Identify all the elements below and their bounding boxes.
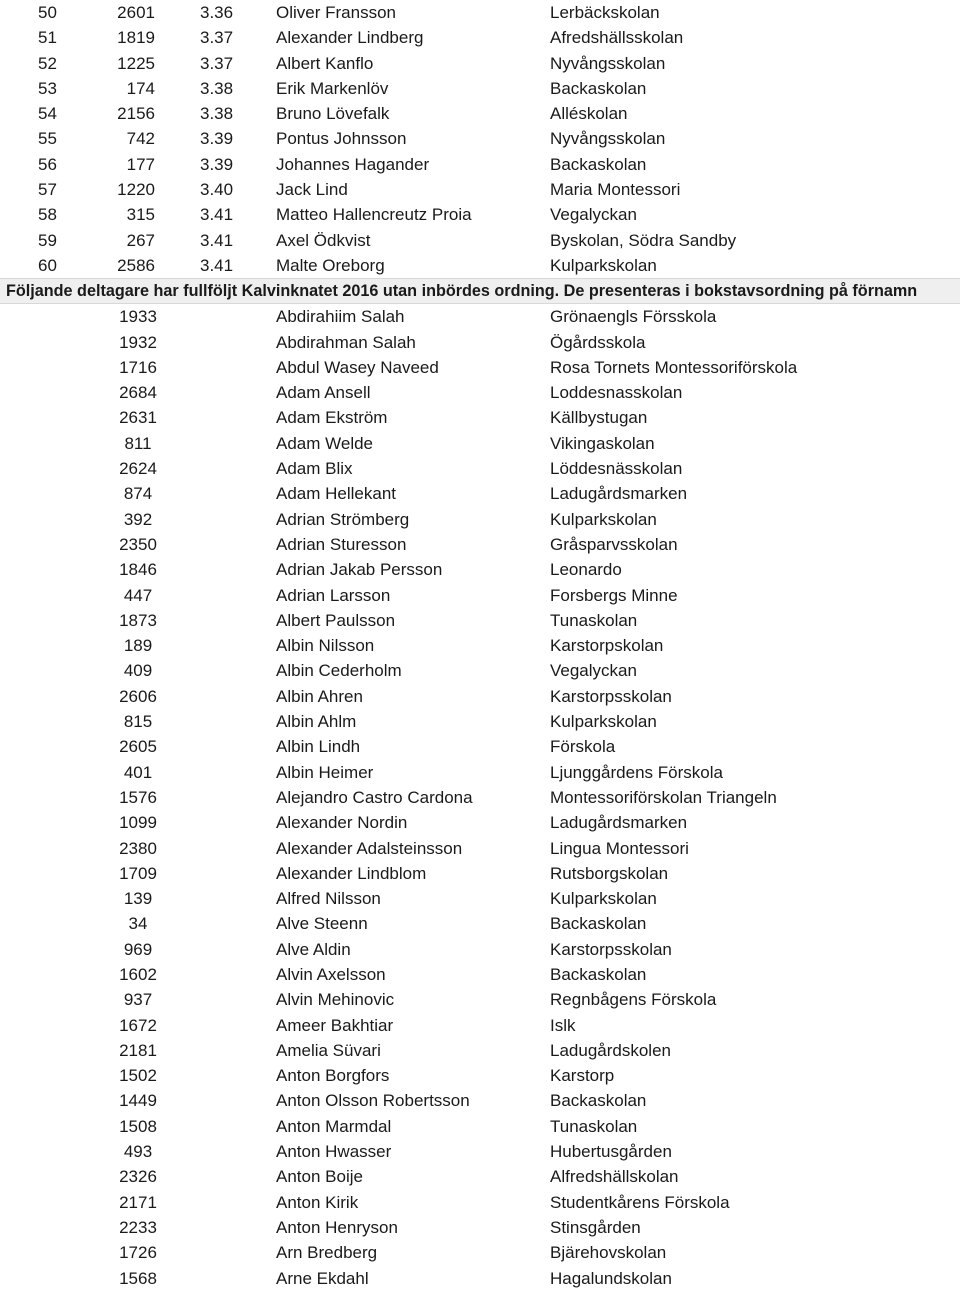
name-cell: Anton Boije (276, 1167, 363, 1187)
school-cell: Backaskolan (550, 964, 647, 984)
bib-number-cell: 139 (123, 889, 153, 909)
name-cell: Albert Paulsson (276, 610, 396, 630)
school-cell: Regnbågens Förskola (550, 990, 717, 1010)
name-cell: Adam Welde (276, 433, 374, 453)
name-cell: Alve Aldin (276, 939, 351, 959)
name-cell: Adam Ansell (276, 383, 371, 403)
table-row (0, 760, 960, 785)
table-row (0, 51, 960, 76)
ranked-results-table (0, 0, 960, 278)
name-cell: Ameer Bakhtiar (276, 1015, 394, 1035)
school-cell: Kulparkskolan (550, 255, 657, 275)
time-cell: 3.37 (200, 53, 234, 73)
table-row (0, 583, 960, 608)
time-cell: 3.41 (200, 205, 234, 225)
school-cell: Forsbergs Minne (550, 585, 678, 605)
school-cell: Rosa Tornets Montessoriförskola (550, 357, 798, 377)
bib-number-cell: 2606 (119, 686, 157, 706)
name-cell: Arne Ekdahl (276, 1268, 369, 1288)
school-cell: Studentkårens Förskola (550, 1192, 730, 1212)
time-cell: 3.40 (200, 180, 234, 200)
table-row (0, 1063, 960, 1088)
bib-number-cell: 1220 (117, 180, 155, 200)
name-cell: Abdirahiim Salah (276, 307, 405, 327)
bib-number-cell: 1602 (119, 964, 157, 984)
table-row (0, 481, 960, 506)
bib-number-cell: 1568 (119, 1268, 157, 1288)
bib-number-cell: 874 (123, 484, 153, 504)
rank-cell: 52 (38, 53, 57, 73)
bib-number-cell: 1716 (119, 357, 157, 377)
school-cell: Alléskolan (550, 104, 628, 124)
bib-number-cell: 189 (123, 636, 153, 656)
table-row (0, 532, 960, 557)
table-row (0, 861, 960, 886)
bib-number-cell: 493 (123, 1142, 153, 1162)
name-cell: Alexander Nordin (276, 813, 408, 833)
table-row (0, 76, 960, 101)
time-cell: 3.38 (200, 78, 234, 98)
table-row (0, 152, 960, 177)
name-cell: Pontus Johnsson (276, 129, 407, 149)
table-row (0, 987, 960, 1012)
school-cell: Gråsparvsskolan (550, 534, 678, 554)
table-row (0, 1266, 960, 1291)
name-cell: Albin Heimer (276, 762, 374, 782)
school-cell: Hubertusgården (550, 1142, 672, 1162)
name-cell: Adam Blix (276, 459, 353, 479)
bib-number-cell: 1576 (119, 787, 157, 807)
time-cell: 3.41 (200, 255, 234, 275)
unranked-finishers-table (0, 304, 960, 1291)
name-cell: Albin Cederholm (276, 661, 402, 681)
bib-number-cell: 1099 (119, 813, 157, 833)
school-cell: Backaskolan (550, 154, 647, 174)
rank-cell: 58 (38, 205, 57, 225)
name-cell: Adrian Strömberg (276, 509, 410, 529)
rank-cell: 51 (38, 28, 57, 48)
bib-number-cell: 2350 (119, 534, 157, 554)
table-row (0, 810, 960, 835)
table-row (0, 1038, 960, 1063)
name-cell: Jack Lind (276, 180, 348, 200)
name-cell: Alejandro Castro Cardona (276, 787, 473, 807)
table-row (0, 330, 960, 355)
rank-cell: 60 (38, 255, 57, 275)
school-cell: Ladugårdskolen (550, 1040, 671, 1060)
rank-cell: 54 (38, 104, 57, 124)
name-cell: Adrian Larsson (276, 585, 391, 605)
bib-number-cell: 392 (123, 509, 153, 529)
bib-number-cell: 401 (123, 762, 153, 782)
name-cell: Albert Kanflo (276, 53, 374, 73)
table-row (0, 1114, 960, 1139)
table-row (0, 431, 960, 456)
name-cell: Abdirahman Salah (276, 332, 416, 352)
rank-cell: 55 (38, 129, 57, 149)
name-cell: Adam Ekström (276, 408, 388, 428)
rank-cell: 50 (38, 3, 57, 22)
time-cell: 3.36 (200, 3, 234, 22)
school-cell: Lingua Montessori (550, 838, 689, 858)
school-cell: Afredshällsskolan (550, 28, 684, 48)
table-row (0, 405, 960, 430)
bib-number-cell: 2181 (119, 1040, 157, 1060)
school-cell: Rutsborgskolan (550, 863, 669, 883)
bib-number-cell: 447 (123, 585, 153, 605)
unranked-notice: Följande deltagare har fullföljt Kalvinknatet 2016 utan inbördes ordning. De presenteras i bokstavsordning på förnamn (0, 278, 960, 304)
bib-number-cell: 174 (126, 78, 155, 98)
school-cell: Backaskolan (550, 914, 647, 934)
school-cell: Förskola (550, 737, 616, 757)
table-row (0, 126, 960, 151)
school-cell: Byskolan, Södra Sandby (550, 230, 737, 250)
table-row (0, 709, 960, 734)
name-cell: Amelia Süvari (276, 1040, 381, 1060)
name-cell: Albin Nilsson (276, 636, 375, 656)
table-row (0, 962, 960, 987)
school-cell: Källbystugan (550, 408, 648, 428)
table-row (0, 734, 960, 759)
school-cell: Loddesnasskolan (550, 383, 683, 403)
school-cell: Stinsgården (550, 1217, 641, 1237)
rank-cell: 57 (38, 180, 57, 200)
bib-number-cell: 2601 (117, 3, 155, 22)
name-cell: Anton Marmdal (276, 1116, 392, 1136)
bib-number-cell: 267 (126, 230, 155, 250)
table-row (0, 456, 960, 481)
table-row (0, 25, 960, 50)
school-cell: Nyvångsskolan (550, 53, 666, 73)
bib-number-cell: 2586 (117, 255, 155, 275)
school-cell: Vegalyckan (550, 661, 637, 681)
bib-number-cell: 969 (123, 939, 153, 959)
bib-number-cell: 1709 (119, 863, 157, 883)
table-row (0, 1164, 960, 1189)
school-cell: Backaskolan (550, 78, 647, 98)
name-cell: Albin Ahren (276, 686, 363, 706)
bib-number-cell: 1819 (117, 28, 155, 48)
school-cell: Ladugårdsmarken (550, 484, 688, 504)
bib-number-cell: 1672 (119, 1015, 157, 1035)
table-row (0, 911, 960, 936)
school-cell: Vegalyckan (550, 205, 637, 225)
name-cell: Albin Ahlm (276, 712, 357, 732)
table-row (0, 886, 960, 911)
bib-number-cell: 1873 (119, 610, 157, 630)
table-row (0, 1215, 960, 1240)
name-cell: Erik Markenlöv (276, 78, 389, 98)
time-cell: 3.39 (200, 129, 234, 149)
table-row (0, 355, 960, 380)
bib-number-cell: 2171 (119, 1192, 157, 1212)
bib-number-cell: 1933 (119, 307, 157, 327)
school-cell: Karstorpskolan (550, 636, 664, 656)
table-row (0, 101, 960, 126)
name-cell: Axel Ödkvist (276, 230, 371, 250)
bib-number-cell: 937 (123, 990, 153, 1010)
bib-number-cell: 1502 (119, 1066, 157, 1086)
time-cell: 3.39 (200, 154, 234, 174)
rank-cell: 56 (38, 154, 57, 174)
rank-cell: 59 (38, 230, 57, 250)
school-cell: Leonardo (550, 560, 622, 580)
school-cell: Löddesnässkolan (550, 459, 683, 479)
name-cell: Alvin Axelsson (276, 964, 386, 984)
name-cell: Alfred Nilsson (276, 889, 381, 909)
table-row (0, 304, 960, 329)
table-row (0, 557, 960, 582)
school-cell: Alfredshällskolan (550, 1167, 679, 1187)
bib-number-cell: 177 (126, 154, 155, 174)
school-cell: Karstorpsskolan (550, 686, 672, 706)
bib-number-cell: 1225 (117, 53, 155, 73)
bib-number-cell: 2631 (119, 408, 157, 428)
bib-number-cell: 1449 (119, 1091, 157, 1111)
table-row (0, 658, 960, 683)
school-cell: Karstorpsskolan (550, 939, 672, 959)
bib-number-cell: 2233 (119, 1217, 157, 1237)
name-cell: Anton Hwasser (276, 1142, 392, 1162)
table-row (0, 1013, 960, 1038)
name-cell: Anton Borgfors (276, 1066, 390, 1086)
school-cell: Lerbäckskolan (550, 3, 660, 22)
table-row (0, 937, 960, 962)
name-cell: Adrian Sturesson (276, 534, 407, 554)
school-cell: Bjärehovskolan (550, 1243, 667, 1263)
table-row (0, 0, 960, 25)
school-cell: Ögårdsskola (550, 332, 646, 352)
bib-number-cell: 2605 (119, 737, 157, 757)
bib-number-cell: 2684 (119, 383, 157, 403)
table-row (0, 836, 960, 861)
name-cell: Alexander Lindblom (276, 863, 427, 883)
time-cell: 3.38 (200, 104, 234, 124)
name-cell: Malte Oreborg (276, 255, 385, 275)
name-cell: Alve Steenn (276, 914, 368, 934)
table-row (0, 785, 960, 810)
school-cell: Montessoriförskolan Triangeln (550, 787, 777, 807)
table-row (0, 507, 960, 532)
name-cell: Oliver Fransson (276, 3, 396, 22)
bib-number-cell: 742 (126, 129, 155, 149)
name-cell: Anton Kirik (276, 1192, 359, 1212)
name-cell: Anton Olsson Robertsson (276, 1091, 470, 1111)
time-cell: 3.37 (200, 28, 234, 48)
name-cell: Matteo Hallencreutz Proia (276, 205, 472, 225)
school-cell: Kulparkskolan (550, 712, 657, 732)
name-cell: Arn Bredberg (276, 1243, 378, 1263)
table-row (0, 177, 960, 202)
table-row (0, 202, 960, 227)
table-row (0, 633, 960, 658)
name-cell: Albin Lindh (276, 737, 361, 757)
name-cell: Alexander Lindberg (276, 28, 424, 48)
table-row (0, 684, 960, 709)
table-row (0, 380, 960, 405)
school-cell: Karstorp (550, 1066, 615, 1086)
table-row (0, 228, 960, 253)
name-cell: Johannes Hagander (276, 154, 430, 174)
bib-number-cell: 1846 (119, 560, 157, 580)
bib-number-cell: 2380 (119, 838, 157, 858)
rank-cell: 53 (38, 78, 57, 98)
bib-number-cell: 1932 (119, 332, 157, 352)
bib-number-cell: 1508 (119, 1116, 157, 1136)
name-cell: Alvin Mehinovic (276, 990, 395, 1010)
table-row (0, 608, 960, 633)
name-cell: Adam Hellekant (276, 484, 397, 504)
name-cell: Abdul Wasey Naveed (276, 357, 439, 377)
bib-number-cell: 409 (123, 661, 153, 681)
school-cell: Grönaengls Försskola (550, 307, 717, 327)
school-cell: Nyvångsskolan (550, 129, 666, 149)
bib-number-cell: 2156 (117, 104, 155, 124)
school-cell: Ljunggårdens Förskola (550, 762, 723, 782)
table-row (0, 1240, 960, 1265)
school-cell: Tunaskolan (550, 1116, 638, 1136)
name-cell: Bruno Lövefalk (276, 104, 390, 124)
table-row (0, 1088, 960, 1113)
bib-number-cell: 1726 (119, 1243, 157, 1263)
school-cell: Maria Montessori (550, 180, 681, 200)
school-cell: Islk (550, 1015, 576, 1035)
bib-number-cell: 2326 (119, 1167, 157, 1187)
school-cell: Hagalundskolan (550, 1268, 672, 1288)
name-cell: Anton Henryson (276, 1217, 398, 1237)
school-cell: Tunaskolan (550, 610, 638, 630)
bib-number-cell: 315 (126, 205, 155, 225)
table-row (0, 253, 960, 278)
school-cell: Vikingaskolan (550, 433, 655, 453)
school-cell: Kulparkskolan (550, 509, 657, 529)
school-cell: Kulparkskolan (550, 889, 657, 909)
bib-number-cell: 811 (124, 433, 152, 453)
time-cell: 3.41 (200, 230, 234, 250)
table-row (0, 1139, 960, 1164)
name-cell: Alexander Adalsteinsson (276, 838, 463, 858)
table-row (0, 1190, 960, 1215)
bib-number-cell: 815 (123, 712, 153, 732)
name-cell: Adrian Jakab Persson (276, 560, 443, 580)
bib-number-cell: 2624 (119, 459, 157, 479)
school-cell: Ladugårdsmarken (550, 813, 688, 833)
school-cell: Backaskolan (550, 1091, 647, 1111)
bib-number-cell: 34 (128, 914, 148, 934)
